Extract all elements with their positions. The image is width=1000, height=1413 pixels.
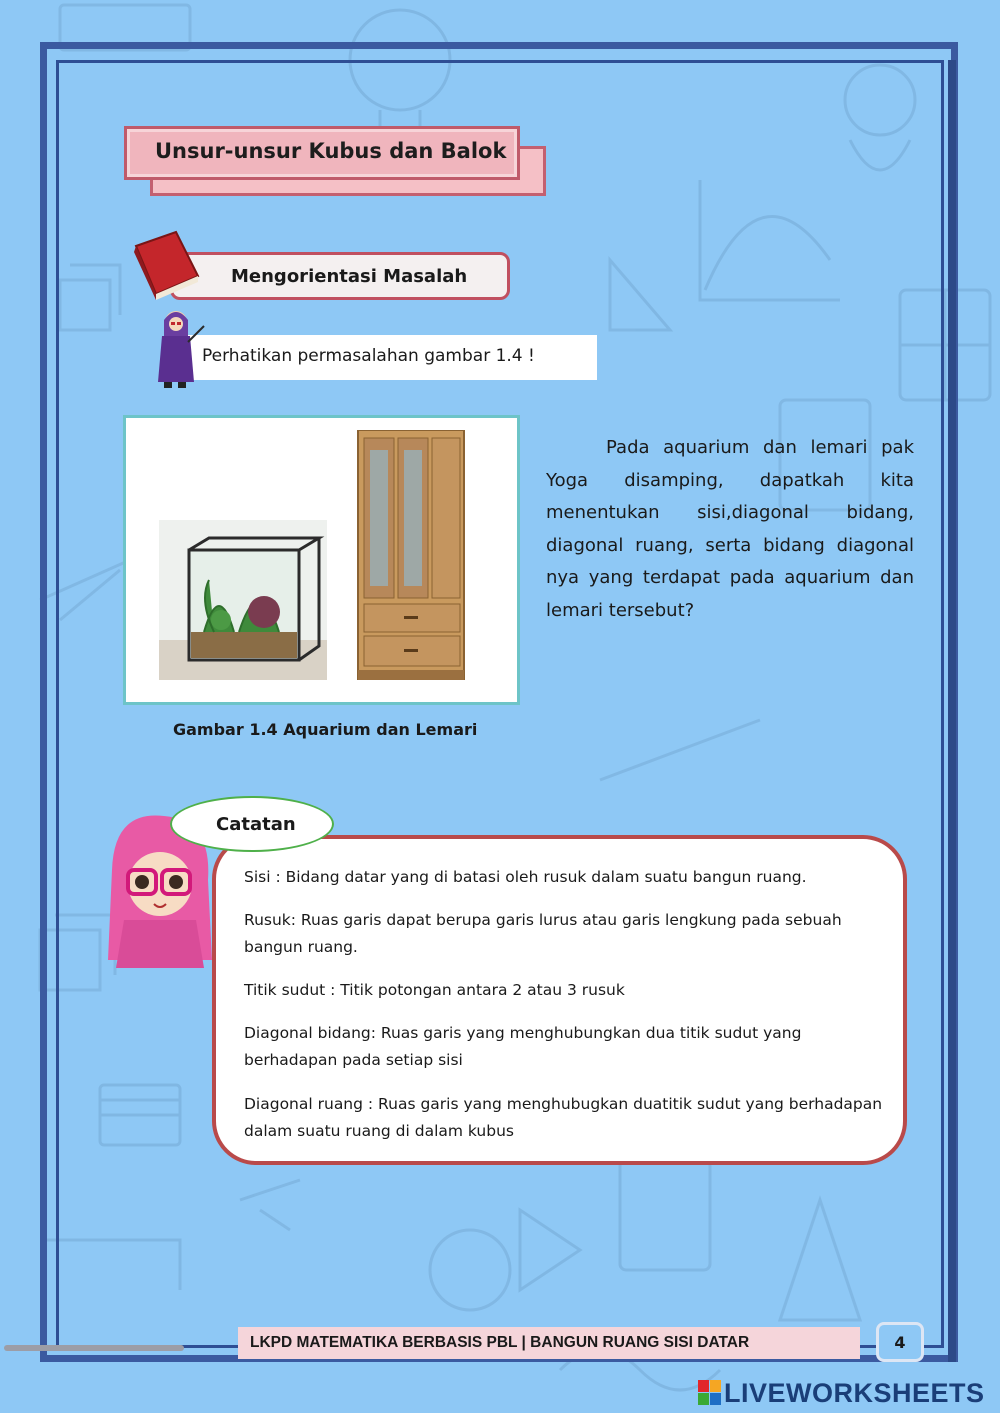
book-icon [126, 228, 202, 300]
cabinet-image [356, 430, 466, 680]
notes-title-bubble [170, 796, 334, 852]
footer-text: LKPD MATEMATIKA BERBASIS PBL | BANGUN RUANG SISI DATAR [250, 1334, 750, 1351]
section-heading-box [170, 252, 510, 300]
title-box [124, 126, 520, 180]
note-rusuk: Rusuk: Ruas garis dapat berupa garis lurus atau garis lengkung pada sebuah bangun ruang. [244, 911, 842, 956]
page-title: Unsur-unsur Kubus dan Balok [155, 139, 507, 163]
figure-box [123, 415, 520, 705]
notes-box [212, 835, 907, 1165]
aquarium-image [159, 520, 327, 680]
footer-line [4, 1345, 184, 1351]
notes-title: Catatan [216, 814, 296, 835]
teacher-icon [158, 306, 206, 388]
note-titik-sudut: Titik sudut : Titik potongan antara 2 atau 3 rusuk [244, 981, 625, 999]
page-number: 4 [894, 1333, 906, 1352]
liveworksheets-logo[interactable] [698, 1378, 994, 1408]
footer-bar [238, 1327, 860, 1359]
figure-caption: Gambar 1.4 Aquarium dan Lemari [173, 720, 478, 739]
liveworksheets-logo-text: LIVEWORKSHEETS [724, 1378, 985, 1408]
note-sisi: Sisi : Bidang datar yang di batasi oleh rusuk dalam suatu bangun ruang. [244, 868, 807, 886]
liveworksheets-logo-icon [698, 1380, 722, 1406]
instruction-box [188, 335, 597, 380]
section-heading: Mengorientasi Masalah [231, 266, 468, 287]
note-diagonal-ruang: Diagonal ruang : Ruas garis yang menghubugkan duatitik sudut yang berhadapan dalam suatu ruang di dalam kubus [244, 1095, 883, 1140]
note-diagonal-bidang: Diagonal bidang: Ruas garis yang menghubungkan dua titik sudut yang berhadapan pada setiap sisi [244, 1024, 802, 1069]
instruction-text: Perhatikan permasalahan gambar 1.4 ! [202, 346, 535, 366]
problem-paragraph: Pada aquarium dan lemari pak Yoga disamping, dapatkah kita menentukan sisi,diagonal bidang, diagonal ruang, serta bidang diagonal nya yang terdapat pada aquarium dan lemari tersebut? [546, 437, 914, 621]
page-number-box [876, 1322, 924, 1362]
page-frame-shadow [948, 60, 956, 1362]
